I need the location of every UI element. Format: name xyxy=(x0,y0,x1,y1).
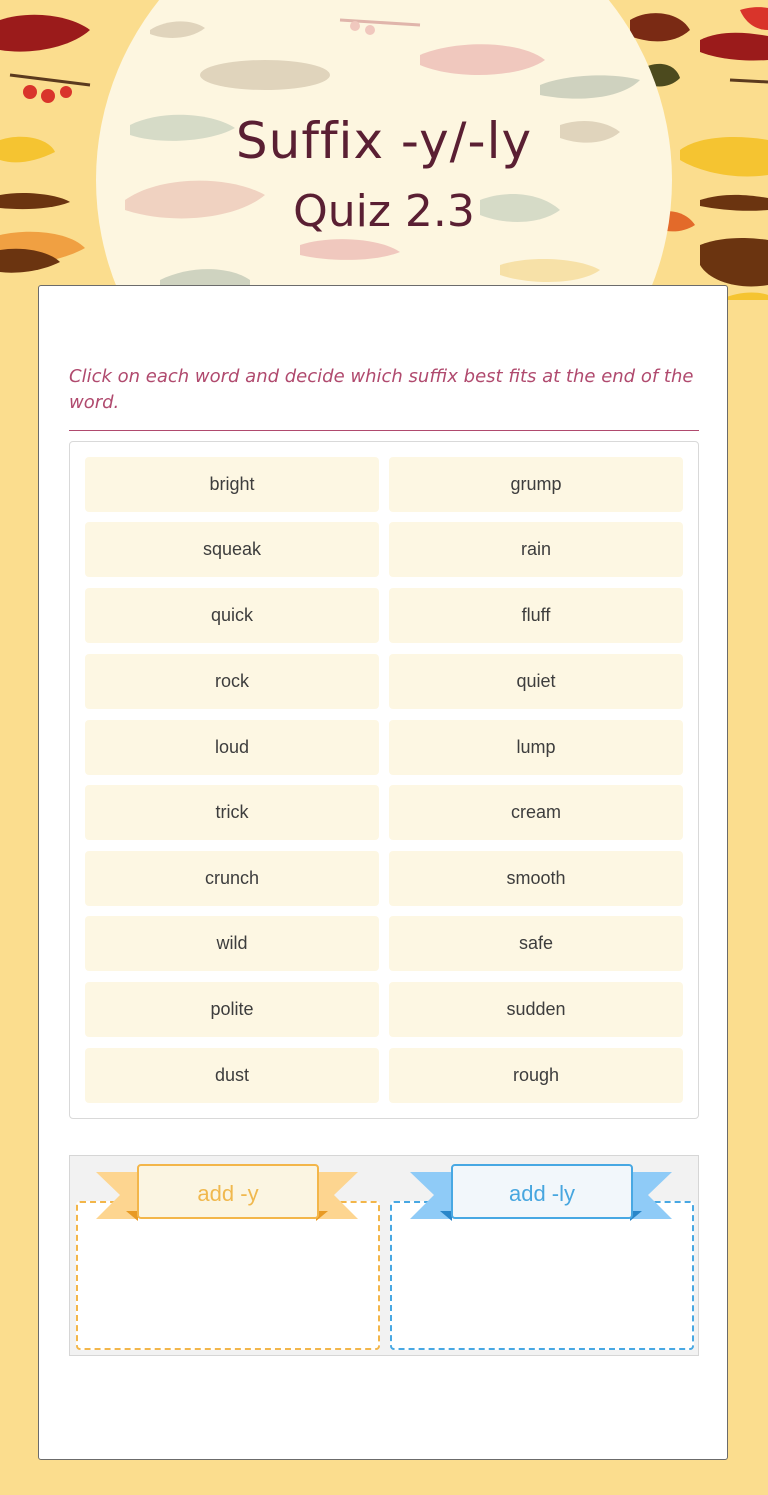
quiz-card xyxy=(38,285,728,1460)
quiz-title: Suffix -y/-ly xyxy=(235,112,533,170)
sorting-area xyxy=(69,1155,699,1356)
quiz-subtitle: Quiz 2.3 xyxy=(293,186,475,237)
word-tile[interactable]: squeak xyxy=(85,522,379,577)
word-bank xyxy=(69,441,699,1119)
word-tile[interactable]: rain xyxy=(389,522,683,577)
word-tile[interactable]: rock xyxy=(85,654,379,709)
word-tile[interactable]: wild xyxy=(85,916,379,971)
word-tile[interactable]: quiet xyxy=(389,654,683,709)
word-tile[interactable]: loud xyxy=(85,720,379,775)
header-banner xyxy=(0,0,768,300)
word-tile[interactable]: rough xyxy=(389,1048,683,1103)
divider xyxy=(69,430,699,431)
word-tile[interactable]: fluff xyxy=(389,588,683,643)
word-tile[interactable]: safe xyxy=(389,916,683,971)
word-tile[interactable]: quick xyxy=(85,588,379,643)
category-label-add-y: add -y xyxy=(137,1164,319,1219)
word-tile[interactable]: trick xyxy=(85,785,379,840)
instructions-text: Click on each word and decide which suffix best fits at the end of the word. xyxy=(69,366,694,413)
word-tile[interactable]: bright xyxy=(85,457,379,512)
word-tile[interactable]: cream xyxy=(389,785,683,840)
word-tile[interactable]: lump xyxy=(389,720,683,775)
word-tile[interactable]: crunch xyxy=(85,851,379,906)
word-tile[interactable]: polite xyxy=(85,982,379,1037)
category-label-add-ly: add -ly xyxy=(451,1164,633,1219)
word-tile[interactable]: dust xyxy=(85,1048,379,1103)
word-tile[interactable]: smooth xyxy=(389,851,683,906)
word-tile[interactable]: sudden xyxy=(389,982,683,1037)
word-tile[interactable]: grump xyxy=(389,457,683,512)
